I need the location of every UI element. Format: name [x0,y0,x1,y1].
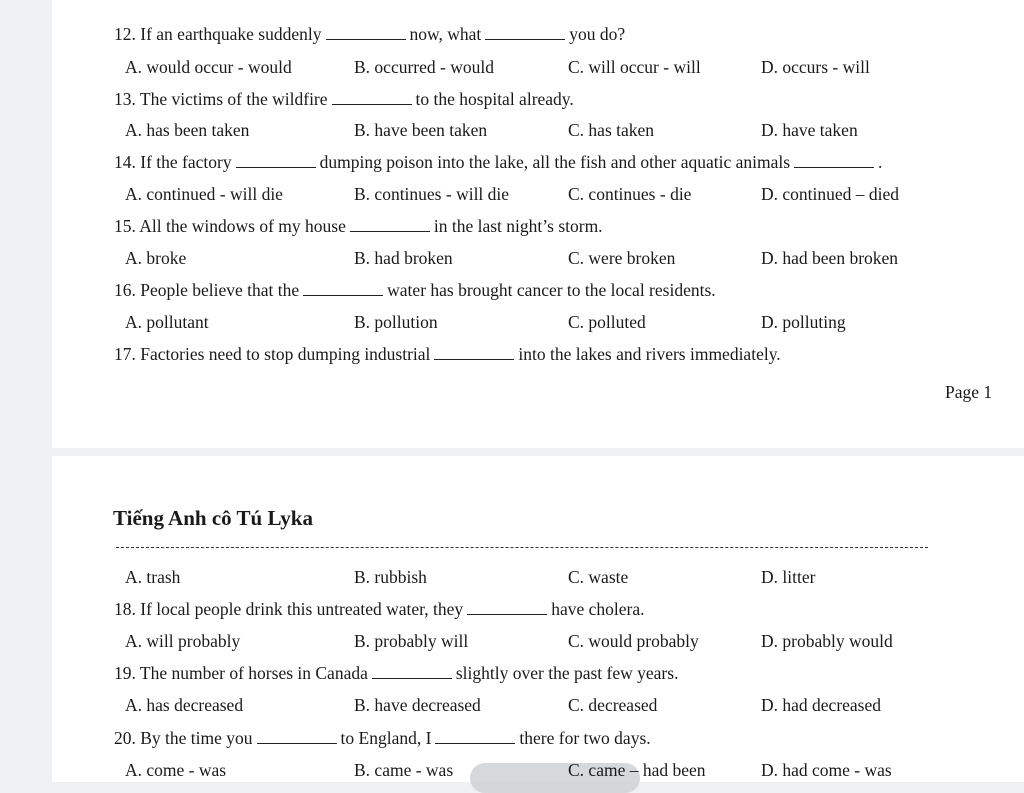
option-d: D. probably would [761,631,893,651]
question-text: 20. By the time you [114,728,253,748]
question-20 [114,727,651,749]
question-text: there for two days. [519,728,651,748]
question-text: now, what [409,24,482,44]
question-15 [114,215,603,237]
option-d: D. have taken [761,120,858,140]
option-c: C. continues - die [568,184,692,204]
question-text: 15. All the windows of my house [114,216,346,236]
option-a: A. will probably [125,631,241,651]
option-b: B. pollution [354,312,438,332]
page-number: Page 1 [945,382,993,402]
option-b: B. rubbish [354,567,427,587]
question-text: you do? [569,24,626,44]
option-b: B. occurred - would [354,57,494,77]
answer-blank [303,281,383,296]
option-a: A. has decreased [125,695,244,715]
option-a: A. continued - will die [125,184,283,204]
option-c: C. will occur - will [568,57,701,77]
option-d: D. occurs - will [761,57,870,77]
option-b: B. continues - will die [354,184,510,204]
option-a: A. trash [125,567,181,587]
question-text: water has brought cancer to the local residents. [387,280,716,300]
document-header: Tiếng Anh cô Tú Lyka [113,506,313,530]
question-text: 18. If local people drink this untreated water, they [114,599,464,619]
question-text: 14. If the factory [114,152,232,172]
question-16 [114,279,716,301]
option-b: B. probably will [354,631,469,651]
option-d: D. polluting [761,312,846,332]
answer-blank [326,25,406,40]
question-text: 16. People believe that the [114,280,300,300]
question-text: into the lakes and rivers immediately. [518,344,781,364]
question-17 [114,343,781,365]
option-d: D. continued – died [761,184,900,204]
answer-blank [435,729,515,744]
option-b: B. have been taken [354,120,488,140]
answer-blank [257,729,337,744]
option-d: D. had been broken [761,248,899,268]
option-a: A. broke [125,248,187,268]
option-a: A. has been taken [125,120,250,140]
option-a: A. pollutant [125,312,209,332]
question-18 [114,598,644,620]
option-c: C. decreased [568,695,658,715]
answer-blank [434,345,514,360]
question-text: in the last night’s storm. [433,216,603,236]
option-b: B. came - was [354,760,454,780]
question-12 [114,23,625,45]
option-c: C. has taken [568,120,655,140]
answer-blank [332,90,412,105]
option-c: C. polluted [568,312,646,332]
answer-blank [467,600,547,615]
option-b: B. have decreased [354,695,481,715]
answer-blank [485,25,565,40]
question-text: 13. The victims of the wildfire [114,89,328,109]
question-text: to England, I [340,728,432,748]
header-divider [116,547,928,548]
question-text: 19. The number of horses in Canada [114,663,368,683]
question-13 [114,88,574,110]
question-text: . [878,152,883,172]
question-text: to the hospital already. [415,89,574,109]
option-d: D. had come - was [761,760,892,780]
question-text: dumping poison into the lake, all the fish and other aquatic animals [319,152,791,172]
page-gap [0,448,1024,456]
option-a: A. would occur - would [125,57,292,77]
question-text: slightly over the past few years. [455,663,679,683]
question-text: have cholera. [551,599,645,619]
question-text: 17. Factories need to stop dumping industrial [114,344,431,364]
question-19 [114,662,678,684]
option-c: C. came – had been [568,760,706,780]
option-c: C. waste [568,567,629,587]
option-d: D. had decreased [761,695,882,715]
option-c: C. were broken [568,248,676,268]
option-b: B. had broken [354,248,453,268]
answer-blank [794,153,874,168]
answer-blank [372,664,452,679]
option-a: A. come - was [125,760,227,780]
answer-blank [350,217,430,232]
option-d: D. litter [761,567,816,587]
option-c: C. would probably [568,631,699,651]
answer-blank [236,153,316,168]
question-14 [114,151,882,173]
question-text: 12. If an earthquake suddenly [114,24,322,44]
